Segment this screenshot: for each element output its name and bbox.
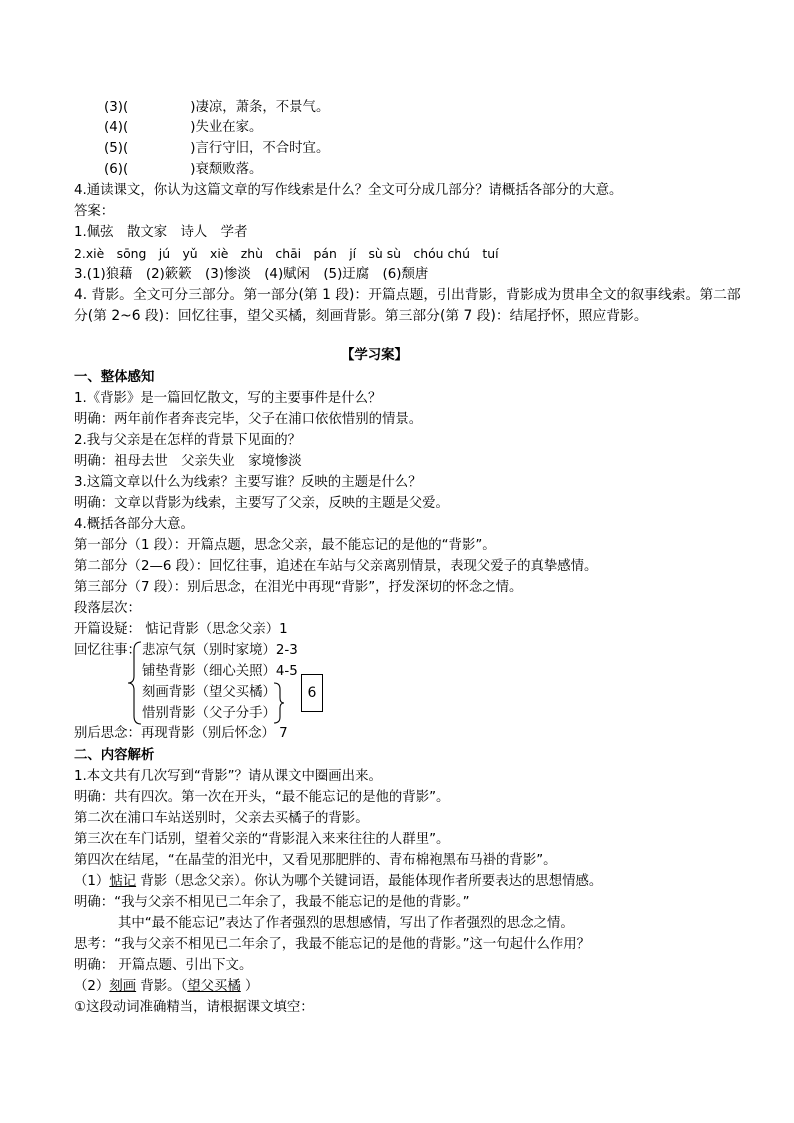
paragraph-number-box: 6	[301, 674, 323, 712]
study-title: 【学习案】	[341, 348, 408, 363]
s1-line: 明确：文章以背影为线索，主要写了父亲，反映的主题是父爱。	[74, 496, 449, 511]
vocab-close: )	[190, 162, 196, 177]
section-1-heading: 一、整体感知	[74, 370, 155, 385]
s2-line: 第四次在结尾，“在晶莹的泪光中，又看见那肥胖的、青布棉袍黑布马褂的背影”。	[74, 853, 557, 868]
vocab-close: )	[190, 141, 196, 156]
answers-title: 答案：	[74, 204, 115, 219]
clarify-1b: 其中“最不能忘记”表达了作者强烈的思想感情，写出了作者强烈的思念之情。	[118, 916, 574, 931]
vocab-close: )	[190, 120, 196, 135]
s2-line: 第二次在浦口车站送别时，父亲去买橘子的背影。	[74, 811, 369, 826]
answer-2: 2.xiè sōng jú yǔ xiè zhù chāi pán jí sù sù chóu chú tuí	[74, 246, 499, 261]
point-2-keyword: 刻画	[109, 979, 137, 994]
point-2-keyword-2: 望父买橘	[187, 979, 241, 994]
s1-line: 3.这篇文章以什么为线索？主要写谁？反映的主题是什么？	[74, 475, 422, 490]
s1-line: 第一部分（1 段）：开篇点题，思念父亲，最不能忘记的是他的“背影”。	[74, 538, 496, 553]
answer-4-line-1: 4. 背影。全文可分三部分。第一部分(第 1 段)：开篇点题，引出背影，背影成为贯串全文的叙事线索。第二部	[74, 287, 741, 303]
s1-line: 4.概括各部分大意。	[74, 517, 194, 532]
vocab-item-6	[104, 160, 262, 179]
section-2-heading: 二、内容解析	[74, 748, 155, 763]
outline-item: 惜别背影（父子分手）	[142, 706, 276, 721]
s1-line: 明确：两年前作者奔丧完毕，父子在浦口依依惜别的情景。	[74, 412, 423, 427]
vocab-item-4	[104, 118, 262, 137]
point-1	[74, 872, 602, 891]
outline-item: 铺垫背影（细心关照）4-5	[142, 664, 298, 679]
point-2-prefix: （2）	[74, 979, 110, 994]
point-1-prefix: （1）	[74, 874, 110, 889]
point-1-text: 背影（思念父亲）。你认为哪个关键词语，最能体现作者所要表达的思想情感。	[136, 874, 603, 889]
left-brace-icon	[126, 640, 144, 726]
vocab-def: 凄凉，萧条，不景气。	[195, 100, 330, 115]
answer-4-line-2: 分(第 2~6 段)：回忆往事，望父买橘，刻画背影。第三部分(第 7 段)：结尾抒怀，照应背影。	[74, 308, 648, 324]
s1-line: 1.《背影》是一篇回忆散文，写的主要事件是什么？	[74, 391, 382, 406]
clarify-2: 明确： 开篇点题、引出下文。	[74, 958, 253, 973]
s2-line: 明确：共有四次。第一次在开头，“最不能忘记的是他的背影”。	[74, 790, 450, 805]
outline-recall-label: 回忆往事：	[74, 643, 141, 658]
answer-3: 3.(1)狼藉 (2)簌簌 (3)惨淡 (4)赋闲 (5)迂腐 (6)颓唐	[74, 267, 429, 282]
s2-line: 第三次在车门话别，望着父亲的“背影混入来来往往的人群里”。	[74, 832, 450, 847]
point-1-keyword: 惦记	[109, 874, 137, 889]
s2-line: 1.本文共有几次写到“背影”？请从课文中圈画出来。	[74, 769, 382, 784]
answer-1: 1.佩弦 散文家 诗人 学者	[74, 225, 248, 240]
point-2-mid: 背影。（	[136, 979, 188, 994]
think-question: 思考：“我与父亲不相见已二年余了，我最不能忘记的是他的背影。”这一句起什么作用？	[74, 937, 591, 952]
right-brace-icon	[272, 681, 286, 725]
question-4: 4.通读课文，你认为这篇文章的写作线索是什么？全文可分成几部分？请概括各部分的大意。	[74, 183, 623, 198]
vocab-def: 失业在家。	[195, 120, 263, 135]
s1-line: 第三部分（7 段）：别后思念，在泪光中再现“背影”，抒发深切的怀念之情。	[74, 580, 523, 595]
vocab-def: 言行守旧，不合时宜。	[195, 141, 330, 156]
point-2	[74, 977, 258, 996]
vocab-num: (5)(	[104, 141, 129, 156]
vocab-def: 衰颓败落。	[195, 162, 263, 177]
point-2-end: ）	[240, 979, 259, 994]
outline-open: 开篇设疑： 惦记背影（思念父亲）1	[74, 622, 288, 637]
outline-item: 悲凉气氛（别时家境）2-3	[142, 643, 298, 658]
s1-line: 2.我与父亲是在怎样的背景下见面的？	[74, 433, 302, 448]
s1-line: 明确：祖母去世 父亲失业 家境惨淡	[74, 454, 302, 469]
vocab-num: (6)(	[104, 162, 129, 177]
outline-after: 别后思念：再现背影（别后怀念） 7	[74, 726, 288, 741]
vocab-close: )	[190, 100, 196, 115]
fill-in-prompt: ①这段动词准确精当，请根据课文填空：	[74, 1000, 314, 1015]
s1-line: 第二部分（2—6 段）：回忆往事，追述在车站与父亲离别情景，表现父爱子的真挚感情。	[74, 559, 598, 574]
s1-line: 段落层次：	[74, 601, 141, 616]
vocab-item-3	[104, 98, 329, 117]
clarify-1: 明确：“我与父亲不相见已二年余了，我最不能忘记的是他的背影。”	[74, 895, 470, 910]
outline-item: 刻画背影（望父买橘）	[142, 685, 276, 700]
vocab-item-5	[104, 139, 329, 158]
vocab-num: (3)(	[104, 100, 129, 115]
vocab-num: (4)(	[104, 120, 129, 135]
